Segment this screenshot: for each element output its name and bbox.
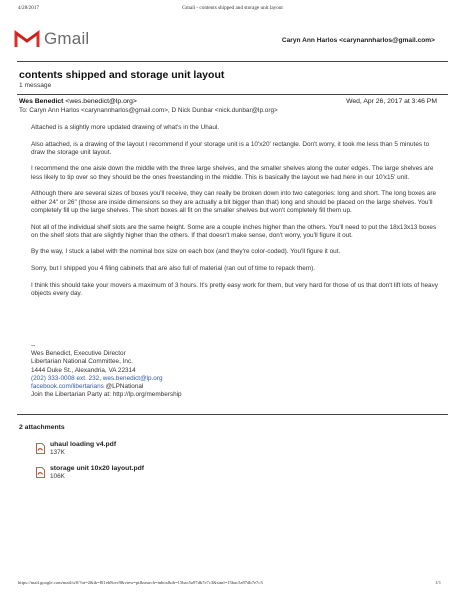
thread-divider [17, 94, 448, 95]
recipients: To: Caryn Ann Harlos <carynannharlos@gmail.com>, D Nick Dunbar <nick.dunbar@lp.org> [19, 107, 278, 114]
gmail-wordmark: Gmail [44, 29, 90, 48]
message-date: Wed, Apr 26, 2017 at 3:46 PM [346, 98, 437, 105]
body-paragraph: By the way, I stuck a label with the nominal box size on each box (and they're color-coded). You'll figure it out. [31, 248, 341, 256]
header-divider [17, 61, 448, 62]
body-paragraph: Although there are several sizes of boxes you'll receive, they can really be broken down into two categories: long and short. The long boxes are either 24" or 26" (those are inside dimensions so they are actually a bit bigger than that) long and should be placed on the large shelves. You'll completely fill up the large shelves. The short boxes all fit on the smaller shelves but won't completely fill them up. [31, 190, 437, 214]
message-body [31, 124, 441, 307]
attachment-item[interactable] [36, 441, 116, 457]
body-paragraph: I recommend the one aisle down the middle with the three large shelves, and the smaller shelves along the outer edges. The large shelves are less likely to tip over so they should be the ones freestanding in the middle. This is basically the layout we had here in our 10'x15' unit. [31, 165, 434, 181]
sender-name: Wes Benedict [19, 98, 64, 105]
page-url: https://mail.google.com/mail/u/0/?ui=2&ik=8f1eb8cec9&view=pt&search=inbox&th=15bac5a97db7e7c3&siml=15bac5a97db7e7c3 [18, 580, 263, 585]
page-number: 1/1 [435, 580, 441, 585]
attachments-title: 2 attachments [19, 424, 65, 431]
signature-contact-link[interactable]: (202) 333-0008 ext. 232, wes.benedict@lp.org [31, 374, 163, 382]
pdf-icon [36, 467, 45, 478]
print-header [18, 5, 447, 15]
body-paragraph: Not all of the individual shelf slots are the same height. Some are a couple inches higher than the others. You'll need to put the 18x13x13 boxes on the shelf slots that are slightly higher than the others. If that doesn't make sense, don't worry, you'll figure it out. [31, 223, 437, 239]
print-title: Gmail - contents shipped and storage unit layout [182, 5, 283, 11]
attachment-name[interactable]: storage unit 10x20 layout.pdf [50, 465, 145, 472]
print-footer [18, 580, 447, 585]
body-paragraph: Attached is a slightly more updated drawing of what's in the Uhaul. [31, 124, 220, 131]
signature-org: Libertarian National Committee, Inc. [31, 358, 133, 366]
attachment-size: 137K [50, 449, 65, 456]
message-count: 1 message [19, 82, 52, 89]
signature-dashes: -- [31, 342, 36, 349]
account-email: Caryn Ann Harlos <carynannharlos@gmail.com> [281, 37, 435, 44]
signature-join: Join the Libertarian Party at: http://lp.org/membership [31, 391, 182, 399]
signature-social [31, 383, 182, 391]
sender-email: <wes.benedict@lp.org> [65, 98, 137, 105]
signature [31, 342, 182, 399]
sender [19, 98, 137, 105]
print-date: 4/28/2017 [18, 5, 40, 11]
attachment-item[interactable] [36, 465, 144, 481]
facebook-link[interactable]: facebook.com/libertarians [31, 383, 104, 391]
gmail-logo[interactable] [14, 28, 89, 50]
pdf-icon [36, 443, 45, 454]
attachment-size: 106K [50, 473, 65, 480]
twitter-handle: @LPNational [103, 383, 144, 391]
attachment-name[interactable]: uhaul loading v4.pdf [50, 441, 117, 448]
attachments-divider [17, 414, 448, 415]
body-paragraph: I think this should take your movers a maximum of 3 hours. It's pretty easy work for them, but very hard for those of us that don't lift lots of heavy objects every day. [31, 281, 439, 297]
body-paragraph: Sorry, but I shipped you 4 filing cabinets that are also full of material (ran out of time to repack them). [31, 265, 316, 273]
body-paragraph: Also attached, is a drawing of the layout I recommend if your storage unit is a 10'x20' rectangle. Don't worry, it took me less than 5 minutes to draw the storage unit layout. [31, 140, 430, 156]
thread-subject: contents shipped and storage unit layout [19, 69, 225, 81]
signature-address: 1444 Duke St., Alexandria, VA 22314 [31, 366, 136, 374]
signature-title: Wes Benedict, Executive Director [31, 350, 126, 358]
gmail-m-icon [14, 29, 40, 49]
